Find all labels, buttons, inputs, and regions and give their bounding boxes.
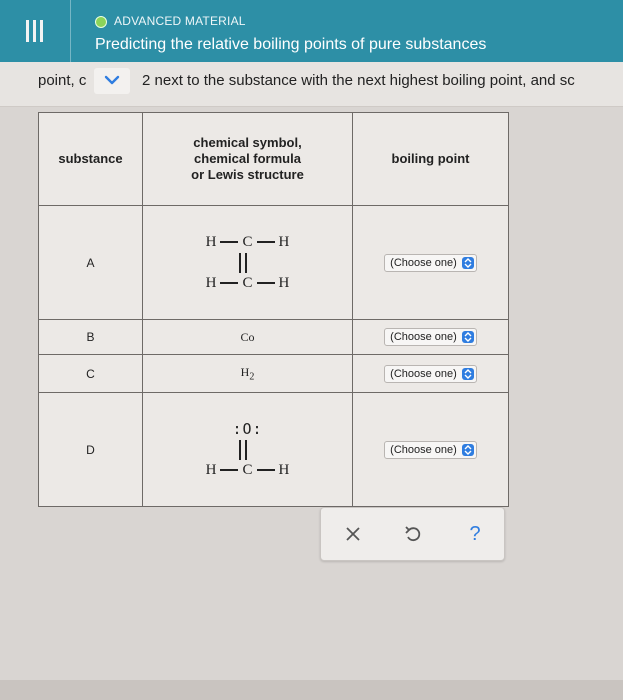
formula-subscript: 2 [249, 371, 255, 383]
clear-button[interactable] [341, 522, 365, 546]
table-row [39, 206, 509, 320]
atom-h: H [205, 274, 217, 291]
header-boiling-point: boiling point [353, 113, 509, 206]
select-value: (Choose one) [390, 367, 457, 380]
boiling-point-select[interactable] [384, 365, 477, 383]
atom-c: C [242, 274, 253, 291]
topic-label: ADVANCED MATERIAL [114, 14, 246, 28]
up-down-icon [462, 444, 474, 456]
header-divider [70, 0, 71, 62]
atom-h: H [278, 274, 290, 291]
status-dot-icon [95, 16, 107, 28]
select-value: (Choose one) [390, 331, 457, 343]
atom-h: H [205, 233, 217, 250]
header-formula-line2: chemical formula [194, 151, 301, 166]
lewis-structure-a [143, 206, 353, 320]
substance-name: C [39, 355, 143, 393]
select-value: (Choose one) [390, 256, 457, 269]
atom-h: H [278, 461, 290, 478]
atom-c: C [242, 461, 253, 478]
page-title: Predicting the relative boiling points of pure substances [95, 36, 487, 53]
up-down-icon [462, 368, 474, 380]
boiling-point-select[interactable] [384, 441, 477, 459]
boiling-point-select[interactable] [384, 328, 477, 346]
footer-edge [0, 680, 623, 700]
double-bond [143, 250, 352, 276]
undo-icon [401, 522, 425, 546]
atom-h: H [278, 233, 290, 250]
table-header-row [39, 113, 509, 206]
boiling-point-cell [353, 393, 509, 507]
boiling-point-cell [353, 355, 509, 393]
substance-name: D [39, 393, 143, 507]
substance-name: B [39, 320, 143, 355]
undo-button[interactable] [401, 522, 425, 546]
up-down-icon [462, 331, 474, 343]
header-formula-line3: or Lewis structure [191, 167, 304, 182]
x-icon [341, 522, 365, 546]
boiling-point-cell [353, 320, 509, 355]
atom-c: C [242, 233, 253, 250]
header-formula [143, 113, 353, 206]
help-button[interactable]: ? [469, 523, 481, 545]
boiling-point-cell [353, 206, 509, 320]
substance-name: A [39, 206, 143, 320]
instruction-text-right: 2 next to the substance with the next highest boiling point, and sc [142, 72, 575, 89]
header-bar [0, 0, 623, 62]
atom-o: :O: [232, 419, 263, 438]
table-row [39, 355, 509, 393]
header-formula-line1: chemical symbol, [193, 135, 302, 150]
up-down-icon [462, 257, 474, 269]
boiling-point-select[interactable] [384, 254, 477, 272]
chevron-down-icon [104, 74, 120, 86]
action-panel [320, 507, 505, 561]
lewis-structure-d [143, 393, 353, 507]
chemical-formula [143, 355, 353, 393]
substances-table [38, 112, 509, 507]
expand-instructions-button[interactable] [94, 68, 130, 94]
table-row [39, 320, 509, 355]
table-row [39, 393, 509, 507]
instruction-text-left: point, c [38, 72, 87, 89]
menu-icon[interactable] [22, 20, 48, 46]
formula-symbol: H [240, 364, 250, 379]
atom-h: H [205, 461, 217, 478]
chemical-formula: Co [143, 320, 353, 355]
select-value: (Choose one) [390, 443, 457, 456]
header-substance: substance [39, 113, 143, 206]
double-bond [143, 437, 352, 463]
